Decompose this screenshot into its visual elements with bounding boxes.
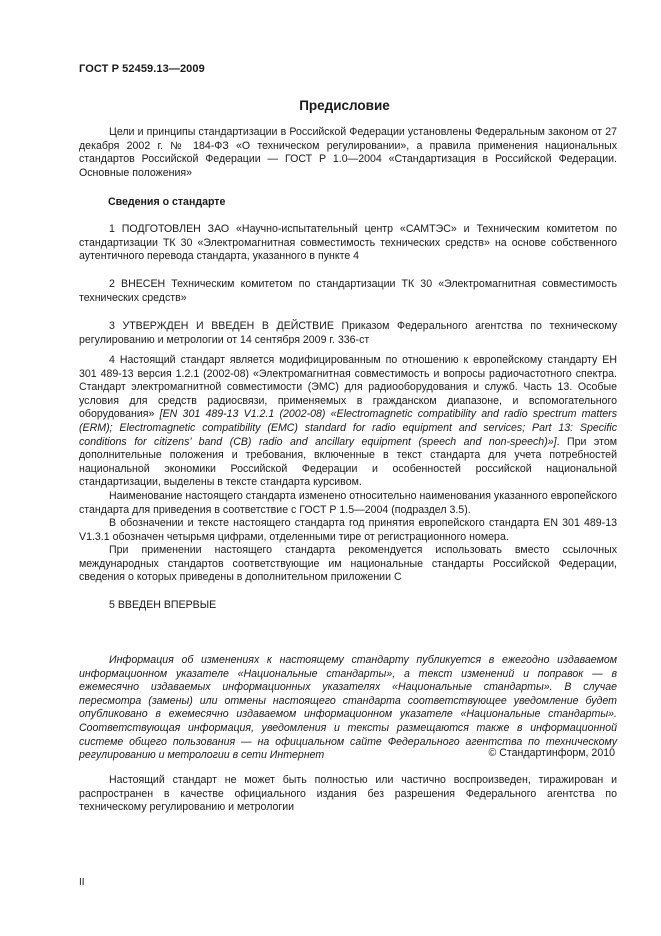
item-4-text-rest: . При этом дополнительные положения и требования, включенные в текст стандарта для учета потребностей национальной экономики Российской Федерации и особенностей российской национальной стандартизации, выделены в тексте стандарта курсивом. — [79, 435, 617, 489]
changes-notice: Информация об изменениях к настоящему стандарту публикуется в ежегодно издаваемом информационном указателе «Национальные стандарты», а текст изменений и поправок — в ежемесячно издаваемых информационных указателях «Национальные стандарты». В случае пересмотра (замены) или отмены настоящего стандарта соответствующее уведомление будет опубликовано в ежемесячно издаваемом информационном указателе «Национальные стандарты». Соответствующая информация, уведомления и тексты размещаются также в информационной системе общего пользования — на официальном сайте Федерального агентства по техническому регулированию и метрологии в сети Интернет — [79, 654, 617, 762]
item-4-italic-reference: [EN 301 489-13 V1.2.1 (2002-08) «Electromagnetic compatibility and radio spectrum matters (ERM); Electromagnetic compatibility (EMC) standard for radio equipment and services; Part 13: Specific conditions for citizens’ band (CB) radio and ancillary equipment (speech and non-speech)»] — [79, 408, 617, 448]
rights-statement: Настоящий стандарт не может быть полностью или частично воспроизведен, тиражирован и распространен в качестве официального издания без разрешения Федерального агентства по техническому регулированию и метрологии — [79, 774, 617, 814]
copyright-line: © Стандартинформ, 2010 — [488, 747, 615, 759]
item-4-name-note: Наименование настоящего стандарта изменено относительно наименования указанного европейского стандарта для приведения в соответствие с ГОСТ Р 1.5—2004 (подраздел 3.5). — [79, 490, 617, 516]
item-5-paragraph: 5 ВВЕДЕН ВПЕРВЫЕ — [109, 599, 217, 611]
page-title: Предисловие — [299, 98, 390, 113]
intro-paragraph: Цели и принципы стандартизации в Российской Федерации установлены Федеральным законом от 27 декабря 2002 г. № 184-ФЗ «О техническом регулировании», а правила применения национальных стандартов Российской Федерации — ГОСТ Р 1.0—2004 «Стандартизация в Российской Федерации. Основные положения» — [79, 126, 617, 179]
section-subheading: Сведения о стандарте — [108, 196, 226, 208]
page-number: II — [79, 877, 85, 888]
item-2-paragraph: 2 ВНЕСЕН Техническим комитетом по стандартизации ТК 30 «Электромагнитная совместимость технических средств» — [79, 278, 617, 304]
document-header: ГОСТ Р 52459.13—2009 — [79, 63, 205, 75]
item-4-text: 4 Настоящий стандарт является модифицированным по отношению к европейскому стандарту ЕН 301 489-13 версия 1.2.1 (2002-08) «Электромагнитная совместимость и вопросы радиочастотного спектра. Стандарт электромагнитной совместимости (ЭМС) для радиооборудования и служб. Часть 13. Особые условия для средств радиосвязи, применяемых в гражданском диапазоне, и вспомогательного оборудования» — [79, 354, 617, 421]
item-1-paragraph: 1 ПОДГОТОВЛЕН ЗАО «Научно-испытательный центр «САМТЭС» и Техническим комитетом по стандартизации ТК 30 «Электромагнитная совместимость технических средств» на основе собственного аутентичного перевода стандарта, указанного в пункте 4 — [79, 223, 617, 263]
item-3-paragraph: 3 УТВЕРЖДЕН И ВВЕДЕН В ДЕЙСТВИЕ Приказом Федерального агентства по техническому регулированию и метрологии от 14 сентября 2009 г. 336-ст — [79, 320, 617, 346]
item-4-designation-note: В обозначении и тексте настоящего стандарта год принятия европейского стандарта EN 301 489-13 V1.3.1 обозначен четырьмя цифрами, отделенными тире от регистрационного номера. — [79, 517, 617, 543]
item-4-references-note: При применении настоящего стандарта рекомендуется использовать вместо ссылочных международных стандартов соответствующие им национальные стандарты Российской Федерации, сведения о которых приведены в дополнительном приложении С — [79, 544, 617, 584]
item-4-paragraph — [79, 354, 617, 490]
